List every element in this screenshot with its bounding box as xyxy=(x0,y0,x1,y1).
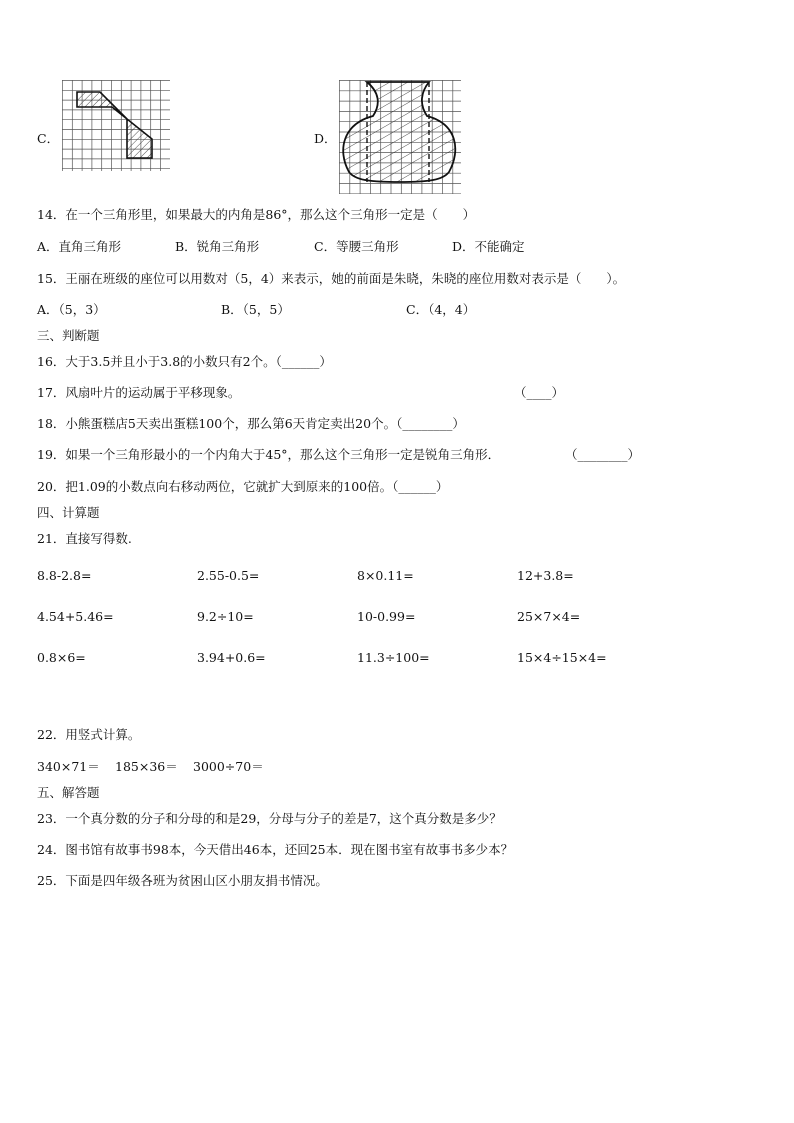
question-25: 25．下面是四年级各班为贫困山区小朋友捐书情况。 xyxy=(37,873,328,888)
option-d-label: D． xyxy=(314,131,337,146)
calc-cell: 10-0.99= xyxy=(357,609,416,624)
q22-item: 340×71＝ xyxy=(37,759,100,774)
section-3-title: 三、判断题 xyxy=(37,328,100,343)
q19-blank: （________） xyxy=(565,447,641,462)
option-c-label: C． xyxy=(37,131,60,146)
q15-option-c: C．（4，4） xyxy=(406,302,476,317)
question-15: 15．王丽在班级的座位可以用数对（5，4）来表示，她的前面是朱晓，朱晓的座位用数对表示是（ ）。 xyxy=(37,271,626,286)
figure-c-grid xyxy=(62,80,170,171)
q15-option-a: A．（5，3） xyxy=(37,302,106,317)
q14-option-b: B．锐角三角形 xyxy=(175,239,260,254)
calc-cell: 0.8×6= xyxy=(37,650,86,665)
calc-cell: 3.94+0.6= xyxy=(197,650,266,665)
calc-cell: 8×0.11= xyxy=(357,568,414,583)
question-23: 23．一个真分数的分子和分母的和是29，分母与分子的差是7，这个真分数是多少？ xyxy=(37,811,502,826)
question-19: 19．如果一个三角形最小的一个内角大于45°，那么这个三角形一定是锐角三角形． xyxy=(37,447,501,462)
calc-cell: 25×7×4= xyxy=(517,609,581,624)
q17-blank: （____） xyxy=(514,385,565,400)
calc-cell: 15×4÷15×4= xyxy=(517,650,607,665)
question-14: 14．在一个三角形里，如果最大的内角是86°，那么这个三角形一定是（ ） xyxy=(37,207,476,222)
question-17: 17．风扇叶片的运动属于平移现象。 xyxy=(37,385,241,400)
q22-item: 185×36＝ xyxy=(115,759,178,774)
question-18: 18．小熊蛋糕店5天卖出蛋糕100个，那么第6天肯定卖出20个。（________） xyxy=(37,416,465,431)
figure-d-grid xyxy=(339,80,461,194)
q14-option-a: A．直角三角形 xyxy=(37,239,122,254)
calc-cell: 9.2÷10= xyxy=(197,609,254,624)
calc-cell: 11.3÷100= xyxy=(357,650,430,665)
section-5-title: 五、解答题 xyxy=(37,785,100,800)
calc-cell: 4.54+5.46= xyxy=(37,609,114,624)
q15-option-b: B．（5，5） xyxy=(221,302,290,317)
section-4-title: 四、计算题 xyxy=(37,505,100,520)
q22-item: 3000÷70＝ xyxy=(193,759,264,774)
q14-option-c: C．等腰三角形 xyxy=(314,239,399,254)
question-21: 21．直接写得数. xyxy=(37,531,132,546)
q14-option-d: D．不能确定 xyxy=(452,239,525,254)
question-24: 24．图书馆有故事书98本，今天借出46本，还回25本．现在图书室有故事书多少本？ xyxy=(37,842,514,857)
calc-cell: 2.55-0.5= xyxy=(197,568,260,583)
calc-cell: 12+3.8= xyxy=(517,568,574,583)
question-16: 16．大于3.5并且小于3.8的小数只有2个。（______） xyxy=(37,354,332,369)
question-20: 20．把1.09的小数点向右移动两位，它就扩大到原来的100倍。（______） xyxy=(37,479,449,494)
question-22: 22．用竖式计算。 xyxy=(37,727,141,742)
calc-cell: 8.8-2.8= xyxy=(37,568,92,583)
